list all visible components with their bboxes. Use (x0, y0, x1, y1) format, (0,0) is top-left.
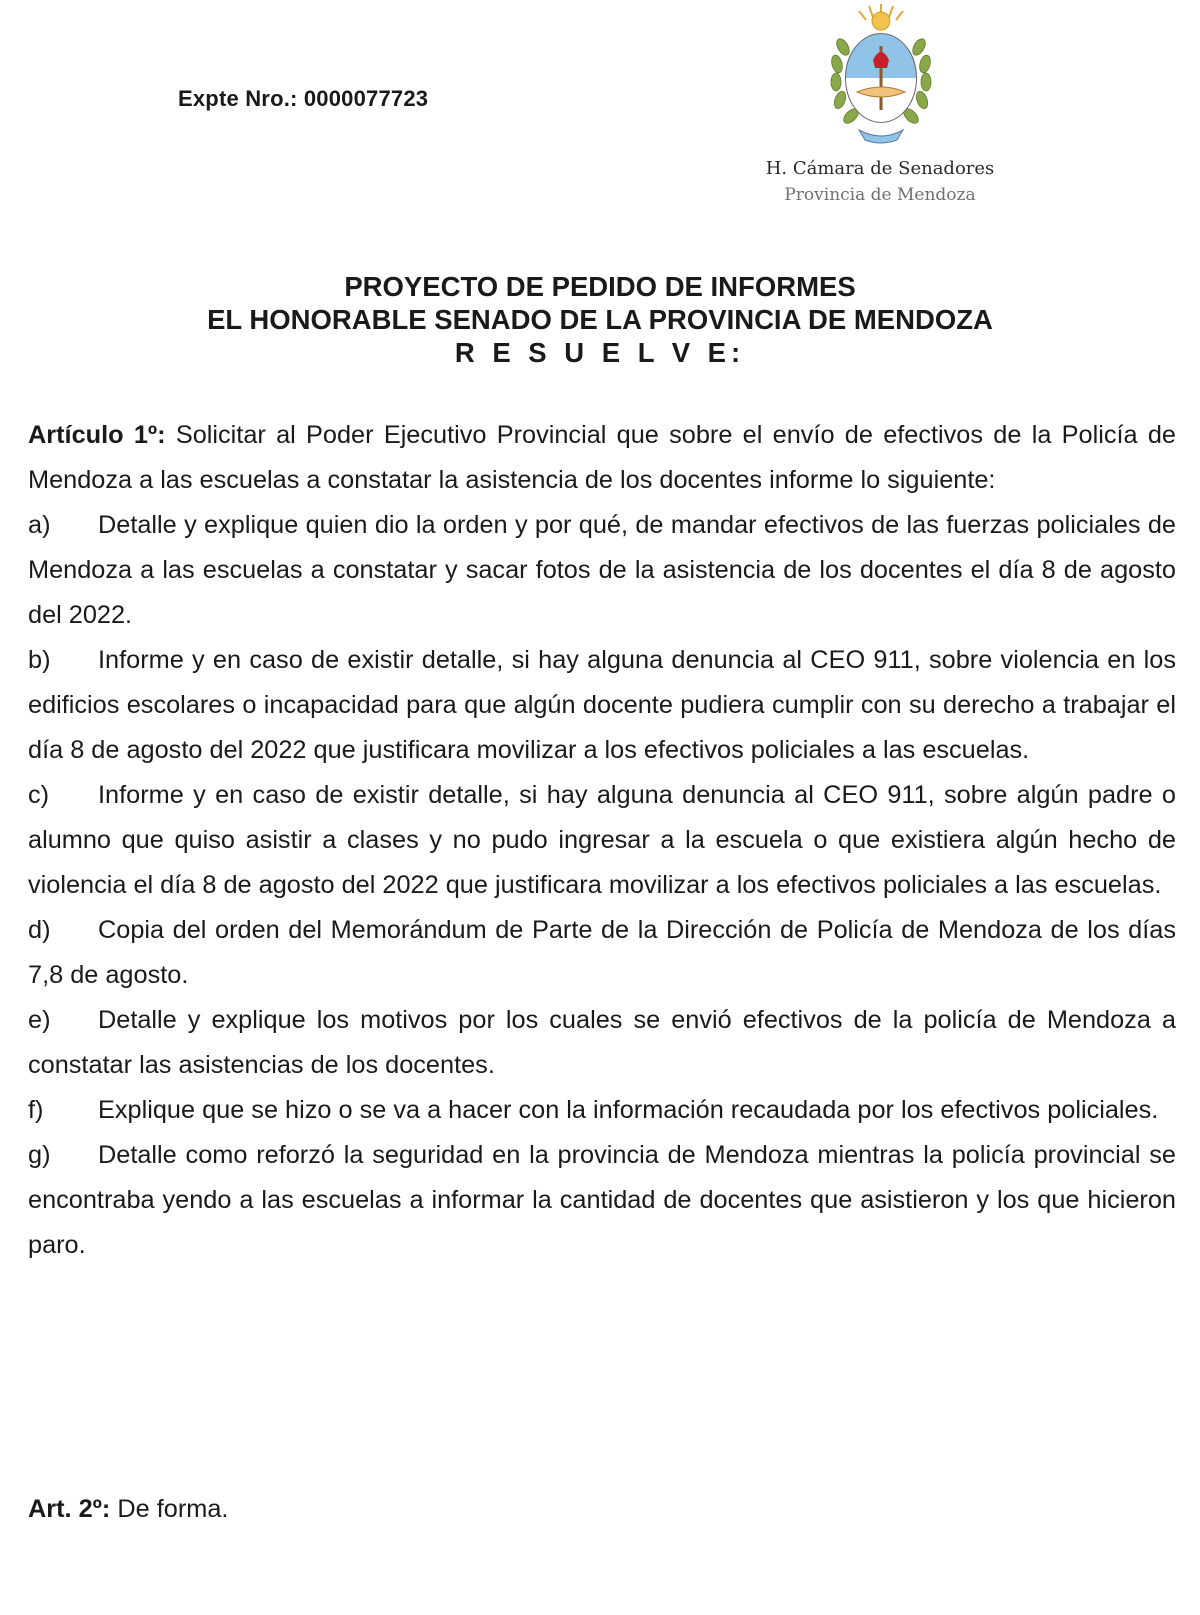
article-1-label: Artículo 1º: (28, 421, 166, 449)
letterhead (760, 0, 1000, 215)
list-item (28, 638, 1176, 773)
item-letter: e) (28, 1006, 51, 1034)
list-item (28, 503, 1176, 638)
item-text: Informe y en caso de existir detalle, si hay alguna denuncia al CEO 911, sobre algún padre o alumno que quiso asistir a clases y no pudo ingresar a la escuela o que existiera algún hecho de violencia el día 8 de agosto del 2022 que justificara movilizar a los efectivos policiales a las escuelas. (28, 781, 1176, 899)
item-text: Detalle como reforzó la seguridad en la provincia de Mendoza mientras la policía provincial se encontraba yendo a las escuelas a informar la cantidad de docentes que asistieron y los que hicieron paro. (28, 1141, 1176, 1259)
heading-line-2: EL HONORABLE SENADO DE LA PROVINCIA DE MENDOZA (207, 304, 993, 335)
item-letter: d) (28, 916, 51, 944)
heading-line-1: PROYECTO DE PEDIDO DE INFORMES (344, 271, 856, 302)
heading-resuelve: R E S U E L V E: (454, 337, 746, 368)
list-item (28, 1088, 1176, 1133)
document-heading (0, 270, 1200, 369)
item-text: Detalle y explique los motivos por los cuales se envió efectivos de la policía de Mendoza a constatar las asistencias de los docentes. (28, 1006, 1176, 1079)
senate-name: H. Cámara de Senadores (765, 158, 995, 179)
article-1-intro-text: Solicitar al Poder Ejecutivo Provincial que sobre el envío de efectivos de la Policía de Mendoza a las escuelas a constatar la asistencia de los docentes informe lo siguiente: (28, 421, 1176, 494)
article-2-label: Art. 2º: (28, 1495, 111, 1523)
expediente-number: Expte Nro.: 0000077723 (178, 86, 429, 111)
item-letter: b) (28, 646, 51, 674)
article-2-text: De forma. (110, 1495, 229, 1523)
item-text: Detalle y explique quien dio la orden y por qué, de mandar efectivos de las fuerzas policiales de Mendoza a las escuelas a constatar y sacar fotos de la asistencia de los docentes el día 8 de agosto del 2022. (28, 511, 1176, 629)
item-letter: g) (28, 1141, 51, 1169)
item-text: Copia del orden del Memorándum de Parte de la Dirección de Policía de Mendoza de los días 7,8 de agosto. (28, 916, 1176, 989)
item-letter: a) (28, 511, 51, 539)
item-letter: f) (28, 1096, 44, 1124)
list-item (28, 773, 1176, 908)
list-item (28, 908, 1176, 998)
coat-of-arms-icon (813, 2, 949, 152)
province-name: Provincia de Mendoza (784, 185, 976, 205)
article-2 (28, 1487, 228, 1532)
article-1-intro (28, 413, 1176, 503)
article-1 (28, 413, 1176, 1268)
item-text: Explique que se hizo o se va a hacer con la información recaudada por los efectivos policiales. (98, 1096, 1159, 1124)
list-item (28, 1133, 1176, 1268)
item-text: Informe y en caso de existir detalle, si hay alguna denuncia al CEO 911, sobre violencia en los edificios escolares o incapacidad para que algún docente pudiera cumplir con su derecho a trabajar el día 8 de agosto del 2022 que justificara movilizar a los efectivos policiales a las escuelas. (28, 646, 1176, 764)
item-letter: c) (28, 781, 50, 809)
list-item (28, 998, 1176, 1088)
